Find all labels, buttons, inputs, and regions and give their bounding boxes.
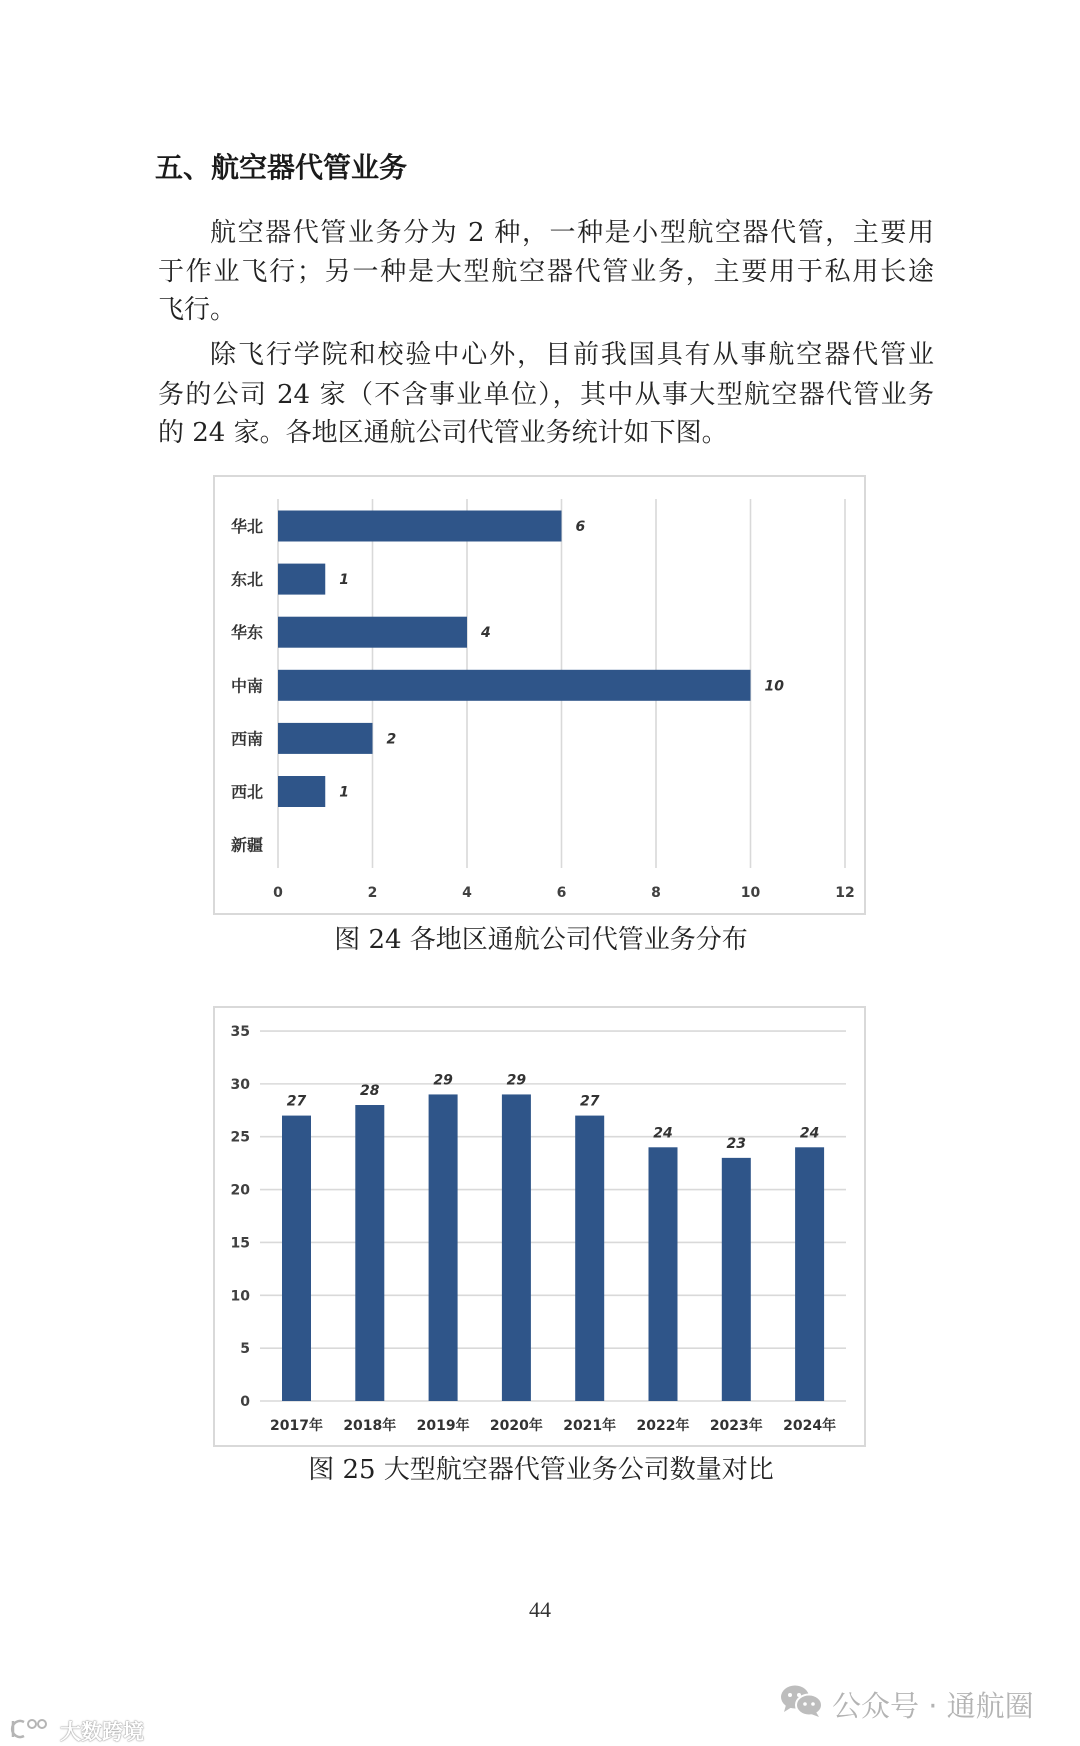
bar: [278, 723, 373, 754]
y-tick-label: 15: [230, 1235, 250, 1252]
paragraph-2-line-2: 务的公司 24 家（不含事业单位），其中从事大型航空器代管业务: [158, 380, 934, 410]
data-label: 1: [339, 784, 349, 801]
wechat-watermark: [780, 1684, 1034, 1725]
data-label: 23: [726, 1135, 747, 1152]
bar: [278, 670, 751, 701]
bar: [278, 564, 325, 595]
figure-24-chart: [213, 475, 866, 915]
figure-25-caption: 图 25 大型航空器代管业务公司数量对比: [308, 1455, 774, 1485]
category-label: 西北: [230, 782, 264, 802]
data-label: 4: [481, 625, 491, 642]
column: [429, 1094, 458, 1401]
data-label: 29: [506, 1072, 527, 1089]
paragraph-1-line-1: 航空器代管业务分为 2 种，一种是小型航空器代管，主要用: [210, 218, 934, 248]
data-label: 2: [386, 731, 397, 748]
section-heading: 五、航空器代管业务: [155, 151, 408, 184]
y-tick-label: 0: [240, 1394, 250, 1410]
y-tick-label: 20: [230, 1182, 250, 1199]
category-label: 华北: [230, 517, 264, 536]
x-category-label: 2023年: [709, 1418, 763, 1434]
bar: [278, 776, 325, 807]
x-category-label: 2021年: [563, 1418, 617, 1434]
x-tick-label: 2: [367, 885, 378, 901]
data-label: 24: [653, 1125, 673, 1142]
y-tick-label: 5: [240, 1341, 250, 1358]
yearly-column-chart: [215, 1008, 864, 1445]
column: [795, 1147, 824, 1401]
bar: [278, 617, 467, 648]
site-watermark: [10, 1716, 144, 1746]
data-label: 27: [579, 1093, 600, 1110]
1000-logo-icon: [10, 1717, 54, 1746]
x-category-label: 2019年: [416, 1418, 470, 1434]
x-tick-label: 6: [556, 885, 567, 901]
data-label: 24: [799, 1125, 820, 1142]
category-label: 东北: [230, 570, 264, 590]
paragraph-1-line-3: 飞行。: [158, 295, 237, 325]
data-label: 27: [286, 1093, 307, 1110]
data-label: 28: [360, 1083, 380, 1100]
x-category-label: 2022年: [636, 1418, 690, 1434]
paragraph-1-line-2: 于作业飞行；另一种是大型航空器代管业务，主要用于私用长途: [158, 257, 934, 287]
x-category-label: 2020年: [489, 1418, 543, 1434]
watermark-text: 公众号 · 通航圈: [832, 1689, 1034, 1723]
category-label: 新疆: [230, 835, 264, 855]
column: [355, 1105, 384, 1401]
y-tick-label: 35: [230, 1024, 250, 1041]
paragraph-2-line-3: 的 24 家。各地区通航公司代管业务统计如下图。: [158, 418, 728, 448]
data-label: 6: [575, 519, 586, 535]
data-label: 29: [433, 1072, 453, 1089]
x-category-label: 2018年: [343, 1418, 397, 1434]
column: [502, 1094, 531, 1401]
x-tick-label: 0: [273, 885, 283, 901]
x-tick-label: 12: [835, 885, 855, 901]
page-number: 44: [529, 1597, 551, 1622]
y-tick-label: 10: [230, 1288, 250, 1305]
bar: [278, 511, 562, 542]
watermark-site-text: 大数跨境: [60, 1720, 144, 1744]
data-label: 1: [339, 572, 349, 589]
x-tick-label: 10: [740, 885, 761, 901]
y-tick-label: 25: [230, 1129, 250, 1146]
x-category-label: 2017年: [270, 1418, 323, 1434]
category-label: 中南: [230, 676, 264, 696]
x-category-label: 2024年: [783, 1418, 837, 1434]
y-tick-label: 30: [230, 1076, 250, 1093]
figure-25-chart: [213, 1006, 866, 1447]
data-label: 10: [764, 678, 784, 695]
region-bar-chart: [215, 477, 864, 913]
column: [649, 1147, 678, 1401]
paragraph-2-line-1: 除飞行学院和校验中心外，目前我国具有从事航空器代管业: [210, 340, 934, 370]
figure-24-caption: 图 24 各地区通航公司代管业务分布: [334, 925, 748, 955]
column: [575, 1116, 604, 1401]
category-label: 华东: [230, 623, 264, 643]
column: [722, 1158, 751, 1401]
category-label: 西南: [230, 729, 264, 749]
wechat-icon: [780, 1684, 824, 1725]
column: [282, 1116, 311, 1401]
x-tick-label: 8: [651, 885, 661, 901]
x-tick-label: 4: [462, 885, 472, 901]
